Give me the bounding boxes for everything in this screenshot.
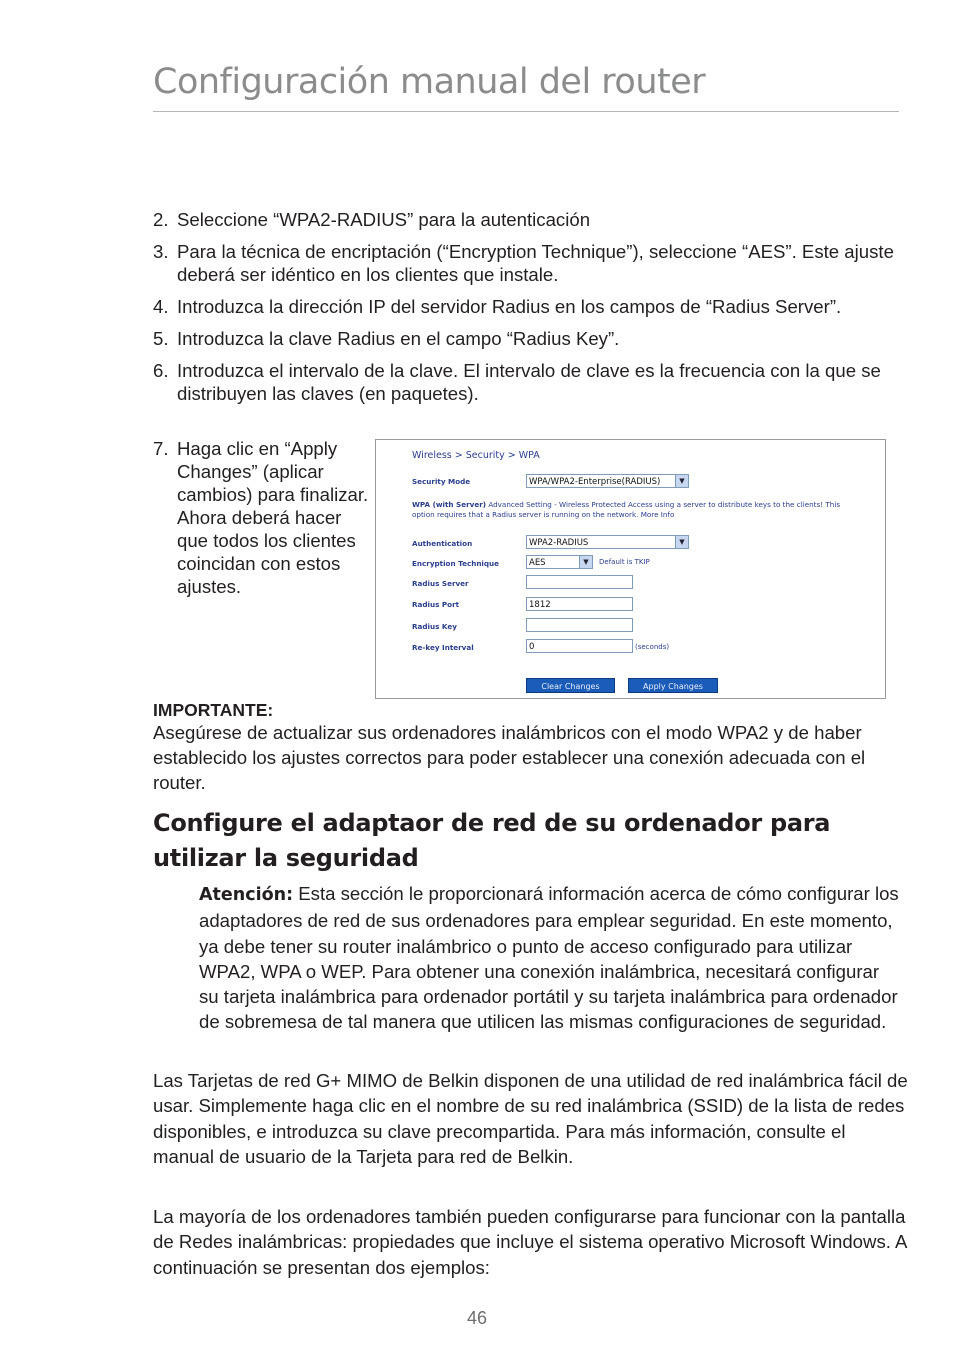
step-number: 6. [153, 360, 169, 381]
radius-port-field[interactable]: 1812 [526, 597, 633, 611]
attention-text: Esta sección le proporcionará información acerca de cómo configurar los adaptadores de red de sus ordenadores para emplear seguridad. En este momento, ya debe tener su router inalámbrico o punto de acceso configurado para utilizar WPA2, WPA o WEP. Para obtener una conexión inalámbrica, necesitará configurar su tarjeta inalámbrica para ordenador portátil y su tarjeta inalámbrica para ordenador de sobremesa de tal manera que utilicen las mismas configuraciones de seguridad. [199, 883, 899, 1033]
page-title: Configuración manual del router [153, 62, 706, 102]
wpa-description [412, 500, 852, 520]
encryption-label: Encryption Technique [412, 559, 500, 568]
page-number: 46 [466, 1308, 488, 1328]
section-title: Configure el adaptaor de red de su ordenador para utilizar la seguridad [153, 809, 831, 872]
list-item [153, 208, 908, 231]
rekey-unit: (seconds) [635, 643, 670, 651]
step-text: Introduzca la clave Radius en el campo “Radius Key”. [177, 328, 620, 349]
list-item [153, 359, 908, 405]
radius-key-field[interactable] [526, 618, 633, 632]
important-heading: IMPORTANTE: [153, 700, 274, 720]
step-number: 3. [153, 241, 169, 262]
chevron-down-icon: ▼ [675, 536, 688, 548]
step-number: 7. [153, 438, 169, 459]
title-divider [153, 111, 899, 112]
step-number: 2. [153, 209, 169, 230]
rekey-interval-label: Re-key Interval [412, 643, 474, 652]
steps-list [153, 208, 908, 414]
paragraph-windows: La mayoría de los ordenadores también pueden configurarse para funcionar con la pantalla de Redes inalámbricas: propiedades que incluye el sistema operativo Microsoft Windows. A continuación se presentan dos ejemplos: [153, 1206, 907, 1278]
step-7 [153, 437, 373, 598]
radius-server-field[interactable] [526, 575, 633, 589]
step-text: Seleccione “WPA2-RADIUS” para la autenticación [177, 209, 591, 230]
router-breadcrumb: Wireless > Security > WPA [412, 450, 540, 461]
attention-note [199, 881, 899, 1035]
radius-port-label: Radius Port [412, 600, 460, 609]
step-text: Introduzca el intervalo de la clave. El intervalo de clave es la frecuencia con la que se distribuyen las claves (en paquetes). [177, 360, 881, 404]
step-text: Haga clic en “Apply Changes” (aplicar cambios) para finalizar. Ahora deberá hacer que todos los clientes coincidan con estos ajustes. [177, 438, 369, 597]
step-number: 4. [153, 296, 169, 317]
paragraph-belkin-cards: Las Tarjetas de red G+ MIMO de Belkin disponen de una utilidad de red inalámbrica fácil de usar. Simplemente haga clic en el nombre de su red inalámbrica (SSID) de la lista de redes disponibles, e introduzca su clave precompartida. Para más información, consulte el manual de usuario de la Tarjeta para red de Belkin. [153, 1070, 908, 1167]
authentication-label: Authentication [412, 539, 473, 548]
list-item [153, 295, 908, 318]
step-number: 5. [153, 328, 169, 349]
security-mode-select[interactable] [526, 474, 689, 488]
wpa-desc-text: Advanced Setting - Wireless Protected Access using a server to distribute keys to the clients! This option requires that a Radius server is running on the network. More Info [412, 500, 841, 519]
apply-changes-button[interactable]: Apply Changes [628, 678, 718, 693]
step-text: Introduzca la dirección IP del servidor Radius en los campos de “Radius Server”. [177, 296, 842, 317]
radius-key-label: Radius Key [412, 622, 457, 631]
clear-changes-button[interactable]: Clear Changes [526, 678, 615, 693]
chevron-down-icon: ▼ [675, 475, 688, 487]
list-item [153, 327, 908, 350]
security-mode-label: Security Mode [412, 477, 471, 486]
authentication-value: WPA2-RADIUS [529, 538, 589, 548]
step-text: Para la técnica de encriptación (“Encryption Technique”), seleccione “AES”. Este ajuste deberá ser idéntico en los clientes que instale. [177, 241, 894, 285]
radius-server-label: Radius Server [412, 579, 469, 588]
important-text: Asegúrese de actualizar sus ordenadores inalámbricos con el modo WPA2 y de haber establecido los ajustes correctos para poder establecer una conexión adecuada con el router. [153, 722, 866, 793]
encryption-note: Default is TKIP [599, 558, 650, 566]
list-item [153, 240, 908, 286]
router-screenshot [375, 439, 886, 699]
wpa-label: WPA (with Server) [412, 500, 487, 509]
encryption-value: AES [529, 558, 546, 568]
chevron-down-icon: ▼ [579, 556, 592, 568]
encryption-select[interactable] [526, 555, 593, 569]
authentication-select[interactable] [526, 535, 689, 549]
attention-label: Atención: [199, 885, 294, 905]
security-mode-value: WPA/WPA2-Enterprise(RADIUS) [529, 477, 661, 487]
rekey-interval-field[interactable]: 0 [526, 639, 633, 653]
